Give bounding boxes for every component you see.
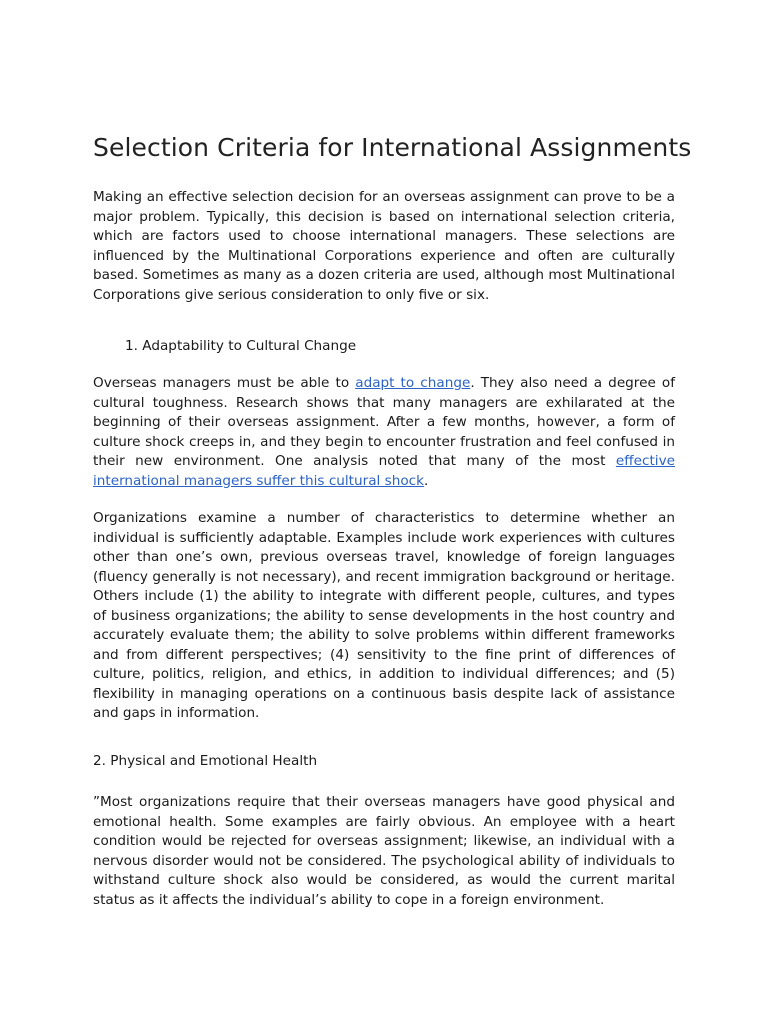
text-segment: . [424,472,429,489]
section-heading-health: 2. Physical and Emotional Health [93,753,318,769]
adapt-to-change-link[interactable]: adapt to change [355,375,471,391]
document-title: Selection Criteria for International Assignments [93,133,692,162]
cultural-shock-link[interactable]: effective international managers suffer this cultural shock [93,453,675,489]
adaptability-paragraph-1 [93,374,675,491]
text-segment: . They also need a degree of cultural toughness. Research shows that many managers are exhilarated at the beginning of their overseas assignment. After a few months, however, a form of culture shock creeps in, and they begin to encounter frustration and feel confused in their new environment. One analysis noted that many of the most [93,375,676,469]
text-segment: Overseas managers must be able to [93,375,356,391]
adaptability-paragraph-2: Organizations examine a number of characteristics to determine whether an individual is sufficiently adaptable. Examples include work experiences with cultures other than one’s own, previous overseas travel, knowledge of foreign languages (fluency generally is not necessary), and recent immigration background or heritage. Others include (1) the ability to integrate with different people, cultures, and types of business organizations; the ability to sense developments in the host country and accurately evaluate them; the ability to solve problems within different frameworks and from different perspectives; (4) sensitivity to the fine print of differences of culture, politics, religion, and ethics, in addition to individual differences; and (5) flexibility in managing operations on a continuous basis despite lack of assistance and gaps in information. [93,510,675,721]
intro-paragraph: Making an effective selection decision for an overseas assignment can prove to be a major problem. Typically, this decision is based on international selection criteria, which are factors used to choose international managers. These selections are influenced by the Multinational Corporations experience and often are culturally based. Sometimes as many as a dozen criteria are used, although most Multinational Corporations give serious consideration to only five or six. [93,189,675,303]
section-heading-adaptability: 1. Adaptability to Cultural Change [125,338,357,354]
health-paragraph: ”Most organizations require that their overseas managers have good physical and emotional health. Some examples are fairly obvious. An employee with a heart condition would be rejected for overseas assignment; likewise, an individual with a nervous disorder would not be considered. The psychological ability of individuals to withstand culture shock also would be considered, as would the current marital status as it affects the individual’s ability to cope in a foreign environment. [93,794,675,908]
